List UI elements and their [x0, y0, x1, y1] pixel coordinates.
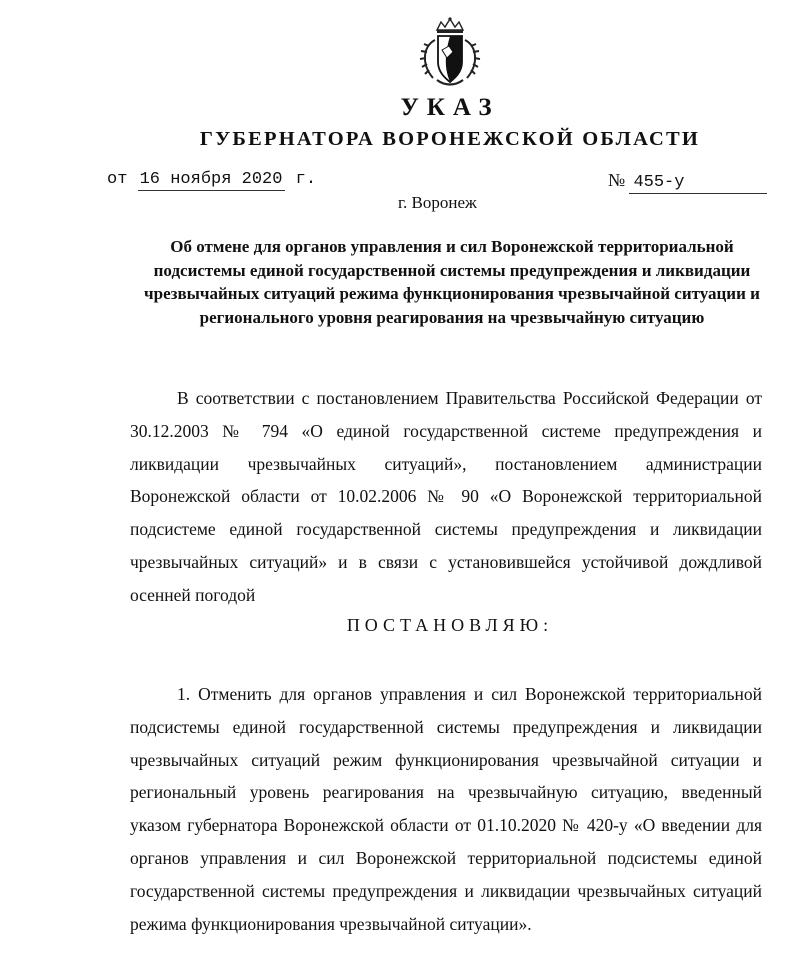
document-heading: Об отмене для органов управления и сил Воронежской территориальной подсистемы единой государственной системы предупреждения и ликвидации чрезвычайных ситуаций режима функционирования чрезвычайной ситуации и регионального уровня реагирования на чрезвычайную ситуацию	[144, 237, 760, 327]
document-number	[608, 170, 767, 194]
date-value: 16 ноября 2020	[138, 170, 286, 191]
number-value: 455-у	[629, 173, 767, 194]
date-suffix: г.	[295, 170, 317, 189]
document-city: г. Воронеж	[398, 193, 477, 212]
number-sign: №	[608, 170, 626, 190]
document-date	[107, 170, 316, 191]
preamble-paragraph: В соответствии с постановлением Правительства Российской Федерации от 30.12.2003 № 794 «О единой государственной системе предупреждения и ликвидации чрезвычайных ситуаций», постановлением администрации Воронежской области от 10.02.2006 № 90 «О Воронежской территориальной подсистеме единой государственной системы предупреждения и ликвидации чрезвычайных ситуаций» и в связи с установившейся устойчивой дождливой осенней погодой	[130, 388, 762, 605]
document-subtitle: ГУБЕРНАТОРА ВОРОНЕЖСКОЙ ОБЛАСТИ	[199, 128, 701, 150]
document-title: УКАЗ	[400, 94, 500, 121]
decree-word: ПОСТАНОВЛЯЮ:	[346, 615, 554, 635]
coat-of-arms-icon	[413, 16, 487, 90]
item-1-paragraph: 1. Отменить для органов управления и сил Воронежской территориальной подсистемы единой государственной системы предупреждения и ликвидации чрезвычайных ситуаций режим функционирования чрезвычайной ситуации и региональный уровень реагирования на чрезвычайную ситуацию, введенный указом губернатора Воронежской области от 01.10.2020 № 420-у «О введении для органов управления и сил Воронежской территориальной подсистемы единой государственной системы предупреждения и ликвидации чрезвычайных ситуаций режима функционирования чрезвычайной ситуации».	[130, 684, 762, 934]
date-prefix: от	[107, 170, 128, 189]
